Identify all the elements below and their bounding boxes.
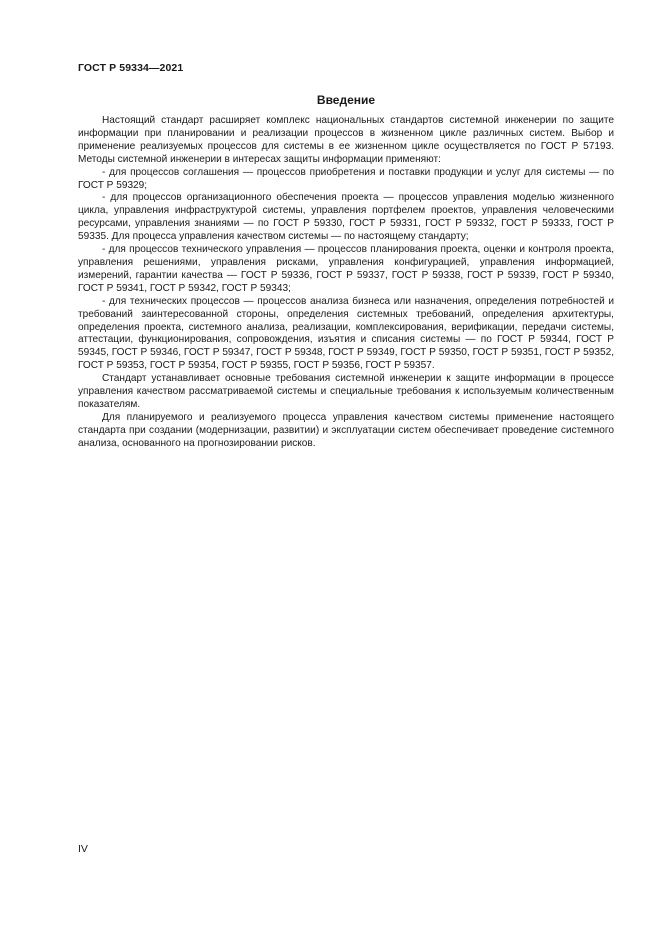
paragraph-standard-requirements: Стандарт устанавливает основные требования системной инженерии к защите информации в процессе управления качеством рассматриваемой системы и специальные требования к используемым количественным показателям.	[78, 373, 614, 410]
paragraph-application: Для планируемого и реализуемого процесса управления качеством системы применение настоящего стандарта при создании (модернизации, развитии) и эксплуатации систем обеспечивает проведение системного анализа, основанного на прогнозировании рисков.	[78, 411, 614, 449]
paragraph-technical-processes: - для технических процессов — процессов анализа бизнеса или назначения, определения потребностей и требований заинтересованной стороны, определения системных требований, определения архитектуры, определения проекта, системного анализа, реализации, комплексирования, верификации, передачи системы, аттестации, функционирования, сопровождения, изъятия и списания системы — по ГОСТ Р 59344, ГОСТ Р 59345, ГОСТ Р 59346, ГОСТ Р 59347, ГОСТ Р 59348, ГОСТ Р 59349, ГОСТ Р 59350, ГОСТ Р 59351, ГОСТ Р 59352, ГОСТ Р 59353, ГОСТ Р 59354, ГОСТ Р 59355, ГОСТ Р 59356, ГОСТ Р 59357.	[78, 295, 614, 372]
paragraph-intro: Настоящий стандарт расширяет комплекс национальных стандартов системной инженерии по защите информации при планировании и реализации процессов в жизненном цикле различных систем. Выбор и применение реализуемых процессов для системы в ее жизненном цикле осуществляется по ГОСТ Р 57193. Методы системной инженерии в интересах защиты информации применяют:	[78, 115, 614, 165]
page-number: IV	[78, 843, 88, 855]
paragraph-technical-management-processes: - для процессов технического управления — процессов планирования проекта, оценки и контроля проекта, управления решениями, управления рисками, управления конфигурацией, управления информацией, измерений, гарантии качества — ГОСТ Р 59336, ГОСТ Р 59337, ГОСТ Р 59338, ГОСТ Р 59339, ГОСТ Р 59340, ГОСТ Р 59341, ГОСТ Р 59342, ГОСТ Р 59343;	[78, 244, 614, 294]
section-title: Введение	[316, 93, 376, 107]
section-body	[78, 115, 614, 451]
paragraph-agreement-processes: - для процессов соглашения — процессов приобретения и поставки продукции и услуг для системы — по ГОСТ Р 59329;	[78, 166, 614, 191]
paragraph-organizational-processes: - для процессов организационного обеспечения проекта — процессов управления моделью жизненного цикла, управления инфраструктурой системы, управления портфелем проектов, управления человеческими ресурсами, управления знаниями — по ГОСТ Р 59330, ГОСТ Р 59331, ГОСТ Р 59332, ГОСТ Р 59333, ГОСТ Р 59335. Для процесса управления качеством системы — по настоящему стандарту;	[78, 192, 614, 243]
document-id-header: ГОСТ Р 59334—2021	[78, 62, 184, 74]
